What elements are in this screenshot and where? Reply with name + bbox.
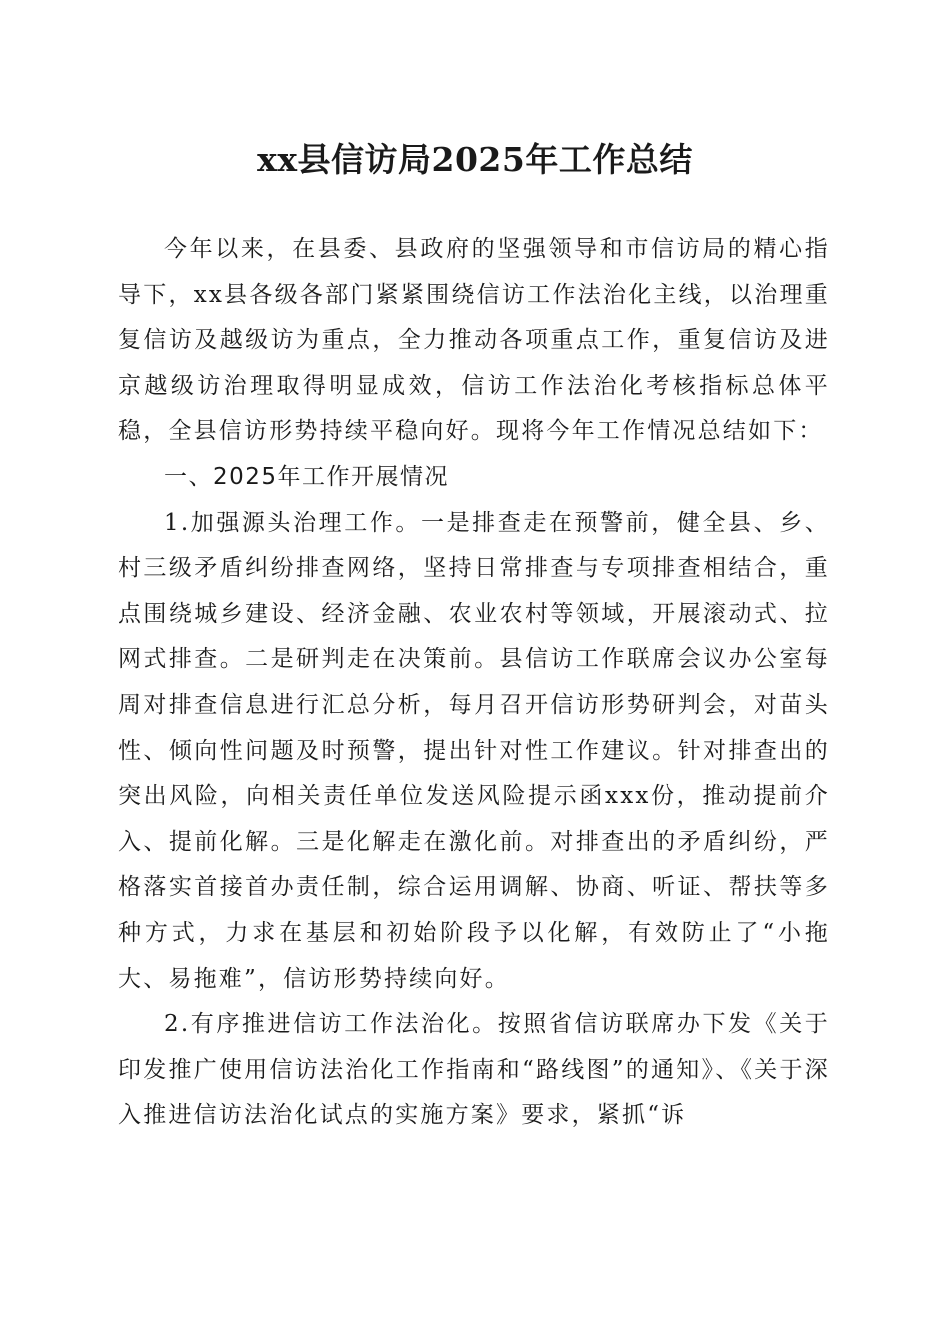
document-title: xx县信访局2025年工作总结 [257, 140, 693, 179]
intro-paragraph: 今年以来，在县委、县政府的坚强领导和市信访局的精心指导下，xx县各级各部门紧紧围绕信访工作法治化主线，以治理重复信访及越级访为重点，全力推动各项重点工作，重复信访及进京越级访治理取得明显成效，信访工作法治化考核指标总体平稳，全县信访形势持续平稳向好。现将今年工作情况总结如下： [118, 236, 830, 445]
item-2-paragraph: 2.有序推进信访工作法治化。按照省信访联席办下发《关于印发推广使用信访法治化工作指南和“路线图”的通知》、《关于深入推进信访法治化试点的实施方案》要求，紧抓“诉 [118, 1011, 830, 1129]
section-heading: 一、2025年工作开展情况 [164, 463, 450, 490]
document-body [118, 227, 830, 1139]
item-1-paragraph: 1.加强源头治理工作。一是排查走在预警前，健全县、乡、村三级矛盾纠纷排查网络，坚持日常排查与专项排查相结合，重点围绕城乡建设、经济金融、农业农村等领域，开展滚动式、拉网式排查。二是研判走在决策前。县信访工作联席会议办公室每周对排查信息进行汇总分析，每月召开信访形势研判会，对苗头性、倾向性问题及时预警，提出针对性工作建议。针对排查出的突出风险，向相关责任单位发送风险提示函xxx份，推动提前介入、提前化解。三是化解走在激化前。对排查出的矛盾纠纷，严格落实首接首办责任制，综合运用调解、协商、听证、帮扶等多种方式，力求在基层和初始阶段予以化解，有效防止了“小拖大、易拖难”，信访形势持续向好。 [118, 509, 830, 992]
